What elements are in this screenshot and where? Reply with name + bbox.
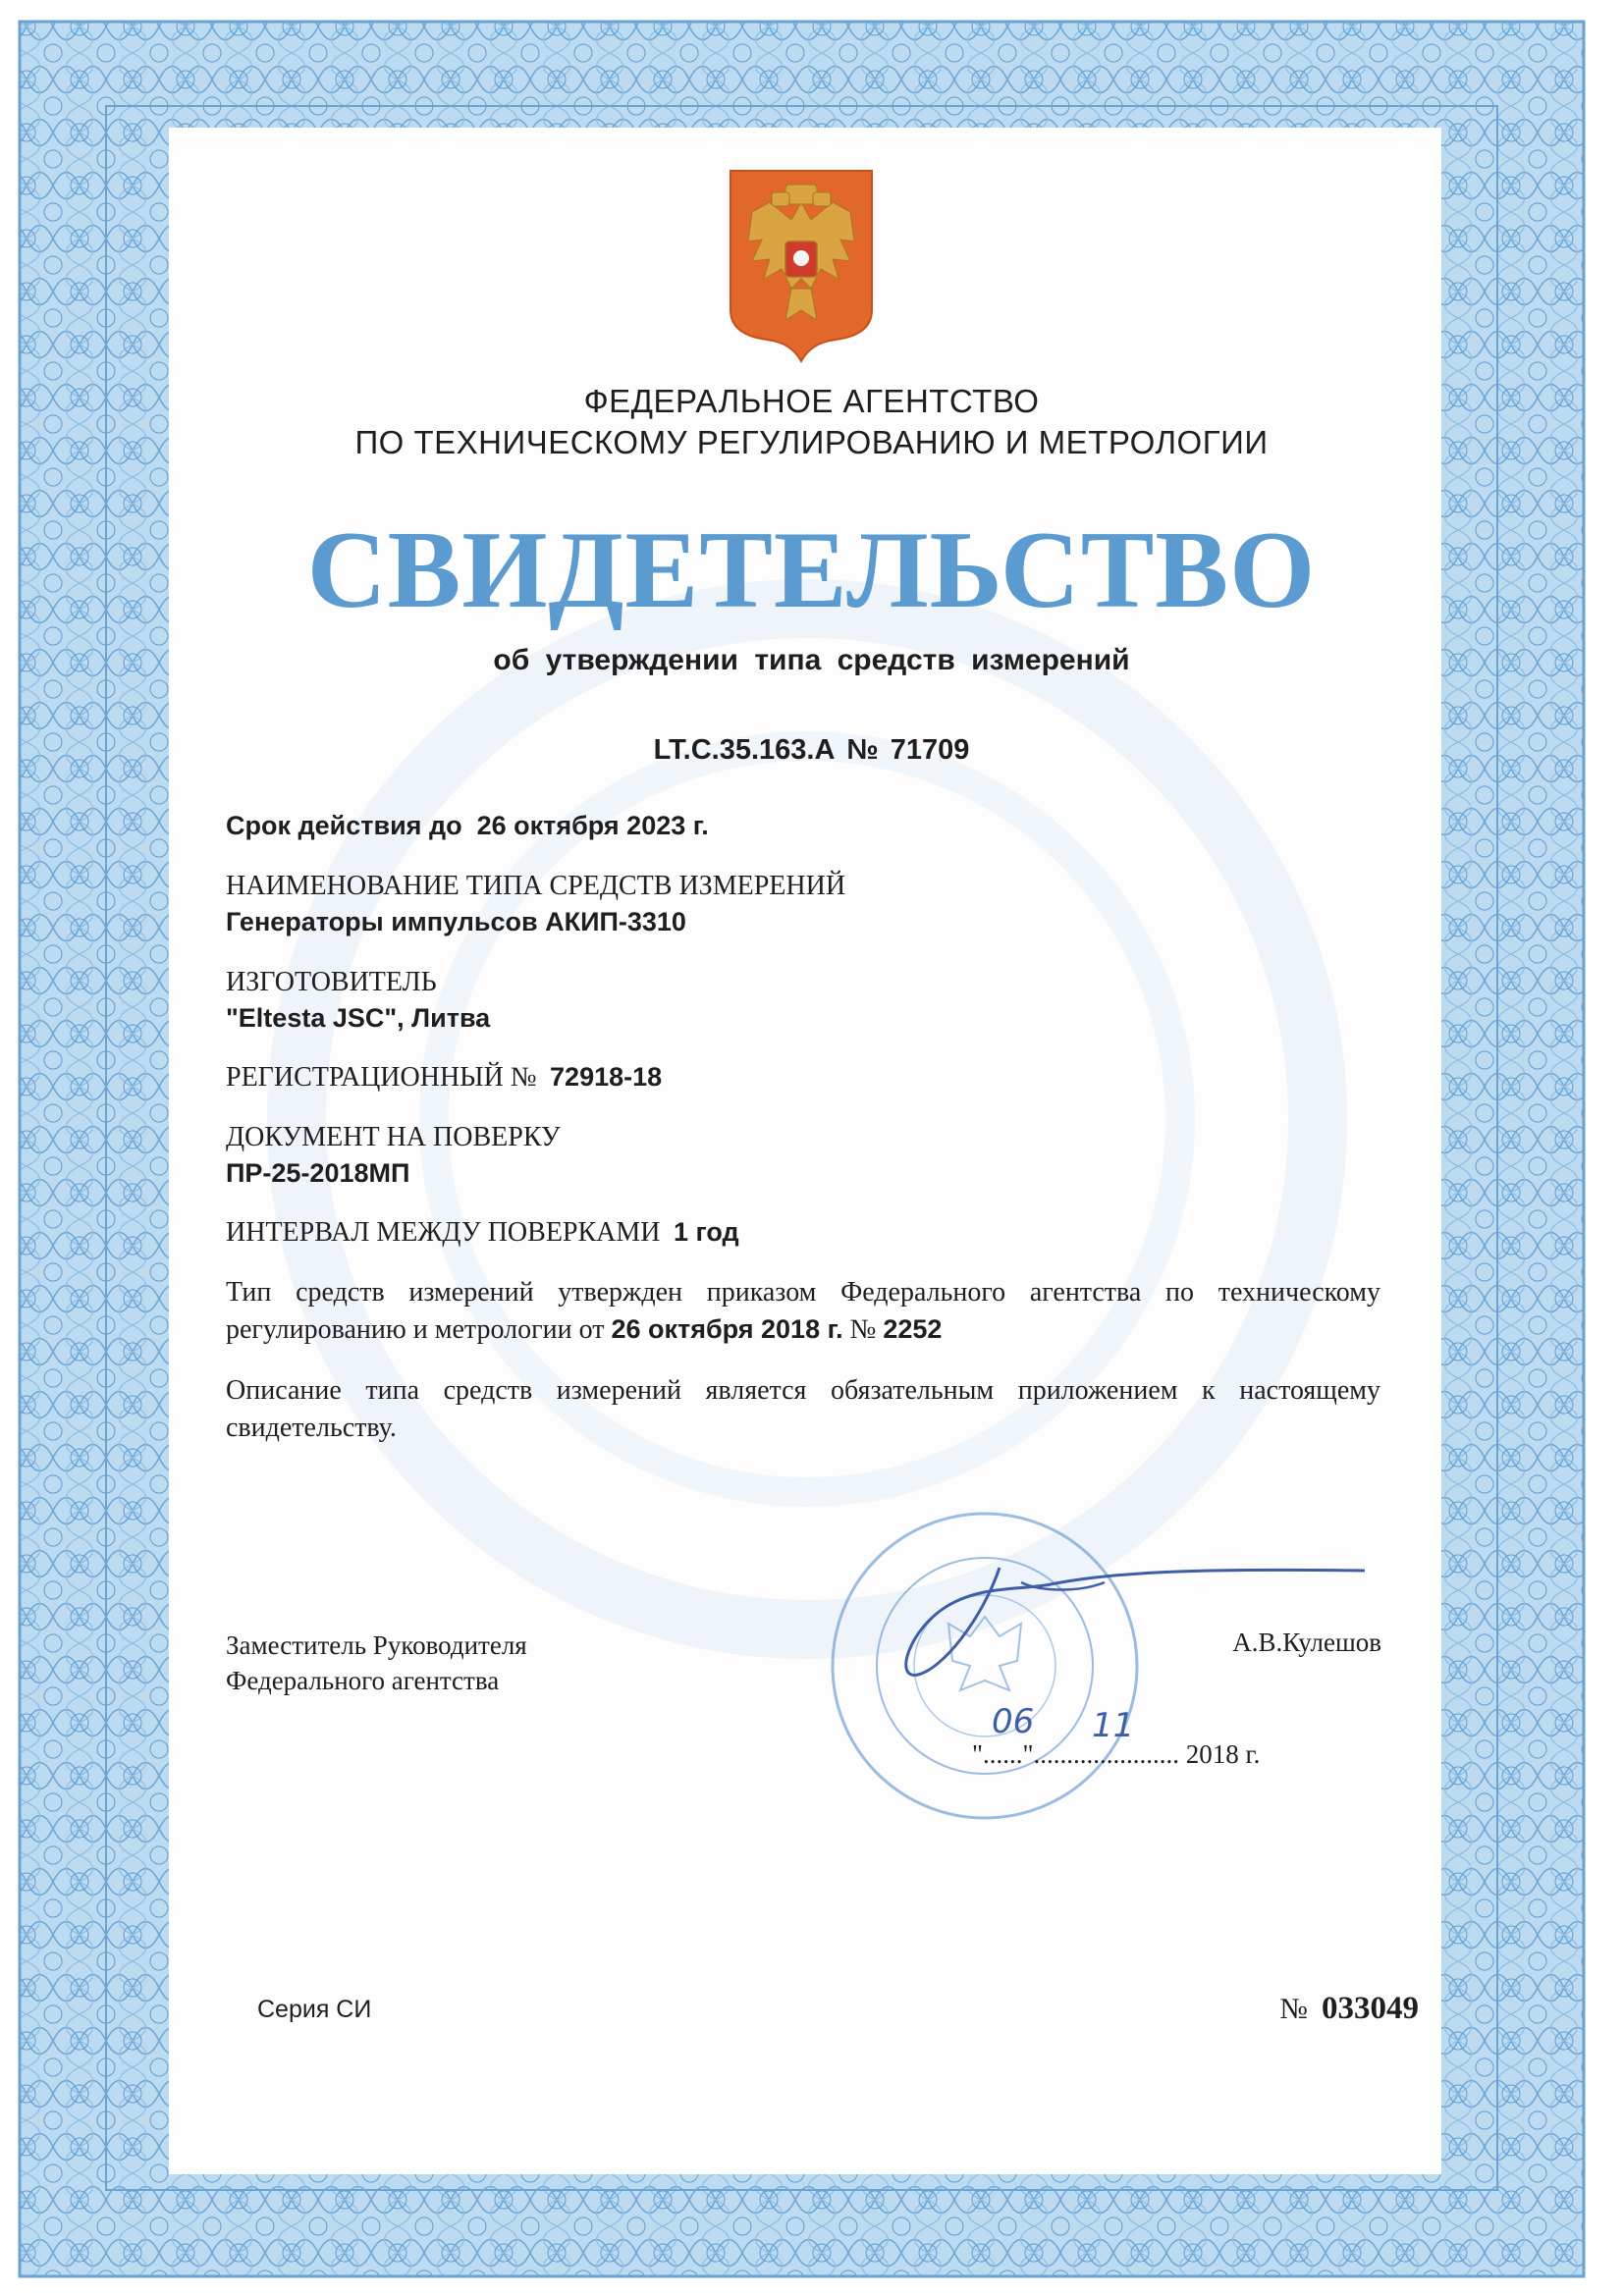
agency-name-line2: ПО ТЕХНИЧЕСКОМУ РЕГУЛИРОВАНИЮ И МЕТРОЛОГИИ	[354, 424, 1269, 460]
approval-text: Тип средств измерений утвержден приказом Федерального агентства по техническому регулированию и метрологии от	[226, 1277, 1380, 1345]
certificate-number	[177, 734, 1446, 767]
registration-value: 72918-18	[550, 1062, 663, 1092]
manufacturer-value: "Eltesta JSC", Литва	[226, 1003, 491, 1033]
document-title: СВИДЕТЕЛЬСТВО	[306, 509, 1317, 631]
signatory-title-line2: Федерального агентства	[226, 1666, 500, 1696]
type-name-label: НАИМЕНОВАНИЕ ТИПА СРЕДСТВ ИЗМЕРЕНИЙ	[226, 871, 846, 901]
signature-date-line: "......"...................... 2018 г.	[972, 1739, 1261, 1769]
validity-line	[226, 811, 709, 841]
form-no-sign: №	[1279, 1993, 1308, 2025]
verification-doc-value: ПР-25-2018МП	[226, 1158, 410, 1188]
validity-label: Срок действия до	[226, 811, 462, 840]
form-number	[1279, 1991, 1419, 2027]
interval-value: 1 год	[674, 1217, 739, 1247]
official-seal	[823, 1504, 1147, 1828]
handwritten-day: 06	[992, 1702, 1035, 1741]
interval-line	[226, 1217, 739, 1249]
certificate-no-sign: №	[846, 734, 879, 766]
type-name-value: Генераторы импульсов АКИП-3310	[226, 907, 686, 936]
agency-name-line1: ФЕДЕРАЛЬНОЕ АГЕНТСТВО	[583, 383, 1040, 419]
approval-order-number: 2252	[883, 1313, 943, 1344]
certificate-code: LT.C.35.163.A	[653, 734, 836, 766]
approval-date: 26 октября 2018 г.	[611, 1313, 843, 1344]
approval-paragraph	[226, 1274, 1380, 1348]
registration-line	[226, 1062, 662, 1094]
approval-no-sign: №	[849, 1313, 877, 1345]
signatory-name: А.В.Кулешов	[1232, 1628, 1381, 1657]
registration-label: РЕГИСТРАЦИОННЫЙ №	[226, 1062, 537, 1093]
description-note: Описание типа средств измерений является обязательным приложением к настоящему свидетельству.	[226, 1375, 1380, 1443]
validity-value: 26 октября 2023 г.	[476, 811, 709, 840]
handwritten-month: 11	[1092, 1706, 1135, 1745]
verification-doc-label: ДОКУМЕНТ НА ПОВЕРКУ	[226, 1122, 561, 1152]
form-series: Серия СИ	[257, 1996, 372, 2023]
form-number-value: 033049	[1322, 1991, 1419, 2026]
russian-coat-of-arms-icon	[723, 163, 880, 369]
document-subtitle: об утверждении типа средств измерений	[493, 644, 1130, 676]
manufacturer-label: ИЗГОТОВИТЕЛЬ	[226, 967, 437, 997]
signatory-title	[226, 1628, 527, 1698]
certificate-number-value: 71709	[890, 734, 970, 766]
interval-label: ИНТЕРВАЛ МЕЖДУ ПОВЕРКАМИ	[226, 1217, 661, 1248]
signatory-title-line1: Заместитель Руководителя	[226, 1630, 527, 1660]
